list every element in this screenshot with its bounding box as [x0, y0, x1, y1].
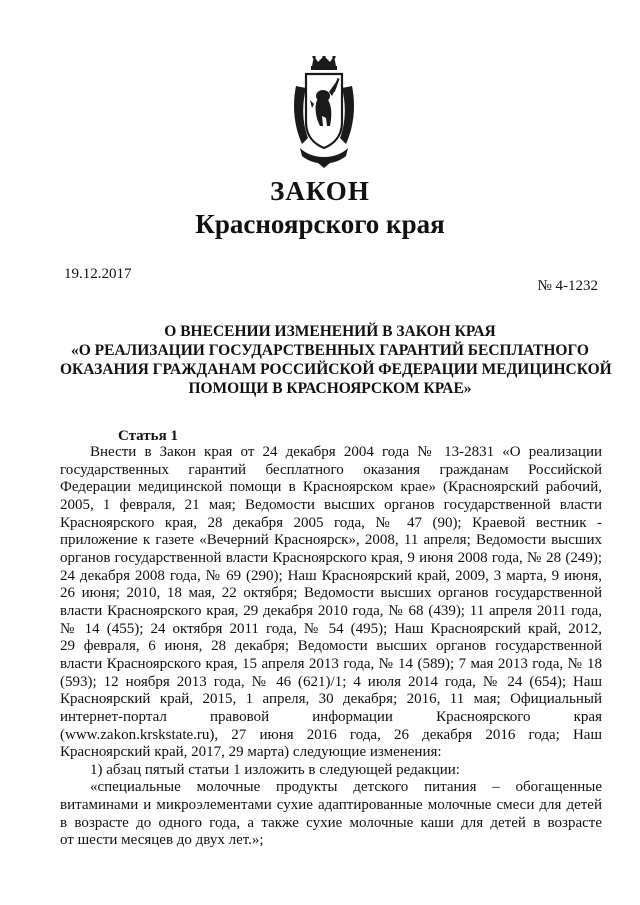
heading-line: ОКАЗАНИЯ ГРАЖДАНАМ РОССИЙСКОЙ ФЕДЕРАЦИИ МЕДИЦИНСКОЙ — [60, 361, 612, 378]
body-line: 24 декабря 2008 года, № 69 (290); Наш Красноярский край, 2009, 3 марта, 9 июня, — [60, 567, 602, 584]
body-line: власти Красноярского края, 29 декабря 2010 года, № 68 (439); 11 апреля 2011 года, — [60, 602, 602, 619]
body-line: 26 июня; 2010, 18 мая, 22 октября; Ведомости высших органов государственной — [60, 585, 602, 602]
heading-line: ПОМОЩИ В КРАСНОЯРСКОМ КРАЕ» — [188, 380, 472, 397]
body-line: 1) абзац пятый статьи 1 изложить в следующей редакции: — [90, 761, 460, 778]
body-line: Красноярский край, 2015, 1 апреля, 30 декабря; 2016, 11 мая; Официальный — [60, 691, 602, 708]
law-number: № 4-1232 — [537, 278, 598, 294]
body-line: (www.zakon.krskstate.ru), 27 июня 2016 года, 26 декабря 2016 года; Наш — [60, 726, 602, 743]
body-line: витаминами и микроэлементами сухие адаптированные молочные смеси для детей — [60, 797, 602, 814]
body-line: приложение к газете «Вечерний Красноярск», 2008, 11 апреля; Ведомости высших — [60, 532, 602, 549]
body-line: интернет-портал правовой информации Красноярского края — [60, 708, 602, 725]
article-label: Статья 1 — [118, 428, 178, 444]
body-line: Внести в Закон края от 24 декабря 2004 года № 13-2831 «О реализации — [90, 444, 602, 460]
body-line: от шести месяцев до двух лет.»; — [60, 832, 264, 849]
body-line: 29 февраля, 6 июня, 28 декабря; Ведомости высших органов государственной — [60, 638, 602, 655]
article-body — [60, 444, 602, 850]
body-line: Федерации медицинской помощи в Красноярском крае» (Красноярский рабочий, — [60, 479, 602, 496]
body-line: органов государственной власти Красноярского края, 9 июня 2008 года, № 28 (249); — [60, 549, 602, 566]
body-line: 2005, 1 февраля, 21 мая; Ведомости высших органов государственной власти — [60, 496, 602, 513]
body-line: в возрасте до одного года, а также сухие молочные каши для детей в возрасте — [60, 814, 602, 831]
law-heading — [60, 322, 612, 398]
law-date: 19.12.2017 — [64, 266, 132, 282]
heading-line: О ВНЕСЕНИИ ИЗМЕНЕНИЙ В ЗАКОН КРАЯ — [164, 323, 496, 340]
body-line: «специальные молочные продукты детского питания – обогащенные — [90, 779, 602, 796]
body-line: государственных гарантий бесплатного оказания гражданам Российской — [60, 461, 602, 478]
document-title: ЗАКОН — [270, 176, 370, 206]
coat-of-arms-emblem — [292, 56, 356, 168]
body-line: Красноярский край, 2017, 29 марта) следующие изменения: — [60, 744, 442, 761]
body-line: Красноярского края, 28 декабря 2005 года, № 47 (90); Краевой вестник - — [60, 514, 602, 531]
body-line: власти Красноярского края, 15 апреля 2013 года, № 14 (589); 7 мая 2013 года, № 18 — [60, 655, 602, 672]
document-subtitle: Красноярского края — [195, 209, 445, 239]
heading-line: «О РЕАЛИЗАЦИИ ГОСУДАРСТВЕННЫХ ГАРАНТИЙ БЕСПЛАТНОГО — [71, 342, 589, 359]
body-line: № 14 (455); 24 октября 2011 года, № 54 (495); Наш Красноярский край, 2012, — [60, 620, 602, 637]
body-line: (593); 12 ноября 2013 года, № 46 (621)/1; 4 июля 2014 года, № 24 (654); Наш — [60, 673, 602, 690]
